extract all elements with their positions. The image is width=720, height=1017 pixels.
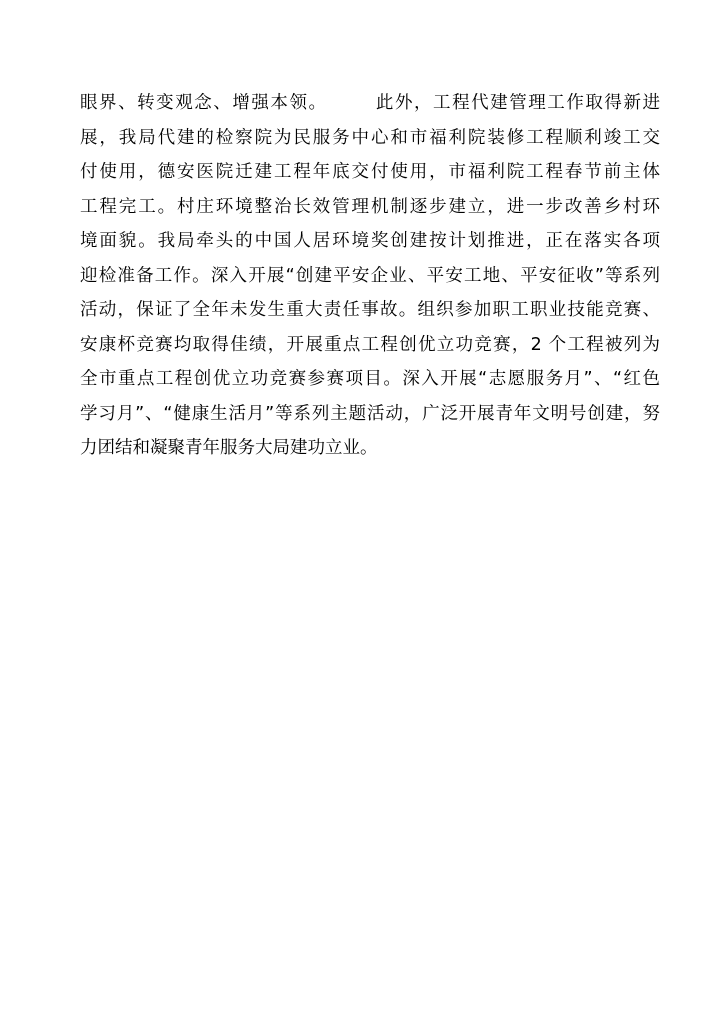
text-line-11: 力团结和凝聚青年服务大局建功立业。 — [80, 438, 378, 458]
text-line-2: 展，我局代建的检察院为民服务中心和市福利院装修工程顺利竣工交 — [80, 127, 660, 148]
text-line-5: 境面貌。我局牵头的中国人居环境奖创建按计划推进，正在落实各项 — [80, 231, 660, 251]
text-line-7: 活动，保证了全年未发生重大责任事故。组织参加职工职业技能竞赛、 — [80, 300, 660, 320]
body-paragraph — [80, 86, 660, 466]
text-line-9: 全市重点工程创优立功竞赛参赛项目。深入开展“志愿服务月”、“红色 — [80, 369, 660, 389]
text-line-8: 安康杯竞赛均取得佳绩，开展重点工程创优立功竞赛，2 个工程被列为 — [80, 334, 660, 355]
text-line-10: 学习月”、“健康生活月”等系列主题活动，广泛开展青年文明号创建，努 — [80, 403, 660, 424]
text-line-1: 眼界、转变观念、增强本领。 此外，工程代建管理工作取得新进 — [80, 93, 660, 113]
text-line-6: 迎检准备工作。深入开展“创建平安企业、平安工地、平安征收”等系列 — [80, 265, 660, 286]
text-line-3: 付使用，德安医院迁建工程年底交付使用，市福利院工程春节前主体 — [80, 162, 660, 182]
text-line-4: 工程完工。村庄环境整治长效管理机制逐步建立，进一步改善乡村环 — [80, 196, 660, 217]
